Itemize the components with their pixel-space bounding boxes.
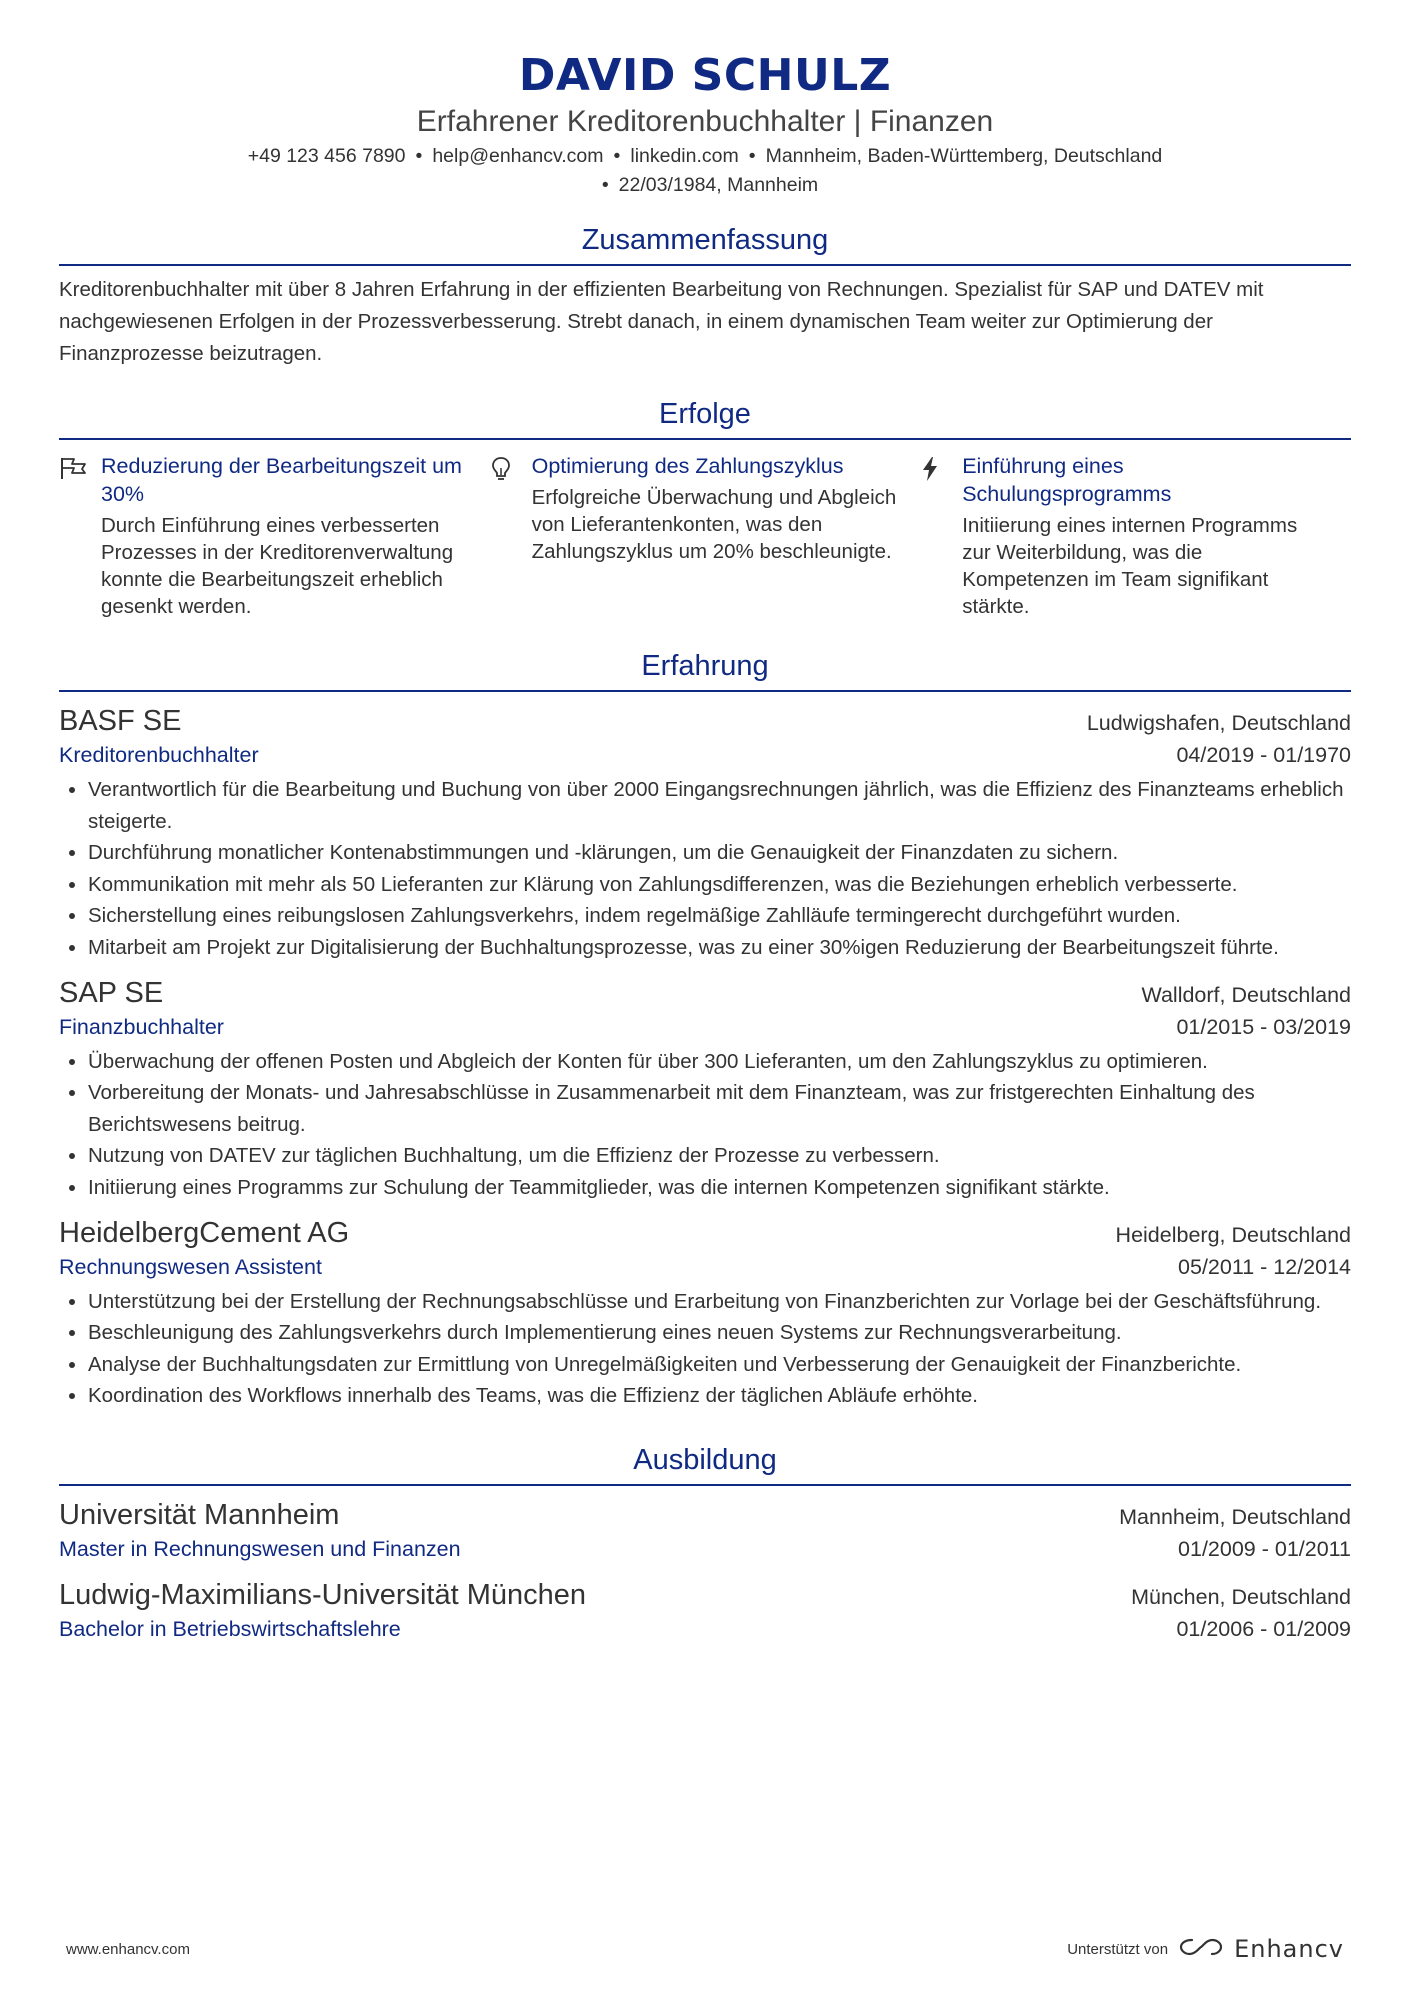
separator-dot: • xyxy=(613,145,621,167)
footer xyxy=(66,1935,1344,1963)
job-bullets xyxy=(59,1046,1351,1204)
education-entry xyxy=(59,1496,1351,1564)
location: Mannheim, Baden-Württemberg, Deutschland xyxy=(765,145,1163,167)
company-name: BASF SE xyxy=(59,705,182,737)
list-item: • Initiierung eines Programms zur Schulung der Teammitglieder, was die internen Kompetenzen signifikant stärkte. xyxy=(88,1172,1351,1204)
school-name: Universität Mannheim xyxy=(59,1498,340,1531)
lightbulb-icon xyxy=(490,452,532,620)
phone: +49 123 456 7890 xyxy=(247,145,406,167)
degree: Master in Rechnungswesen und Finanzen xyxy=(59,1536,461,1561)
achievement-item xyxy=(920,452,1351,620)
list-item: • Beschleunigung des Zahlungsverkehrs durch Implementierung eines neuen Systems zur Rechnungsverarbeitung. xyxy=(88,1317,1351,1349)
job-entry xyxy=(59,702,1351,964)
school-location: Mannheim, Deutschland xyxy=(1119,1504,1351,1529)
list-item: • Verantwortlich für die Bearbeitung und Buchung von über 2000 Eingangsrechnungen jährlich, was die Effizienz des Finanzteams erheblich steigerte. xyxy=(88,774,1351,837)
candidate-title: Erfahrener Kreditorenbuchhalter | Finanzen xyxy=(416,105,994,138)
birth-info: 22/03/1984, Mannheim xyxy=(618,174,819,196)
separator-dot: • xyxy=(415,145,423,167)
list-item: • Nutzung von DATEV zur täglichen Buchhaltung, um die Effizienz der Prozesse zu verbessern. xyxy=(88,1140,1351,1172)
email-link[interactable]: help@enhancv.com xyxy=(432,145,604,167)
job-dates: 01/2015 - 03/2019 xyxy=(1176,1014,1351,1039)
section-title-summary: Zusammenfassung xyxy=(581,224,829,256)
achievement-title: Optimierung des Zahlungszyklus xyxy=(531,454,844,478)
achievement-item xyxy=(490,452,921,620)
lightning-icon xyxy=(920,452,962,620)
powered-by-label: Unterstützt von xyxy=(1067,1940,1169,1958)
school-name: Ludwig-Maximilians-Universität München xyxy=(59,1578,587,1611)
achievement-item xyxy=(59,452,490,620)
linkedin-link[interactable]: linkedin.com xyxy=(630,145,739,167)
section-title-achievements: Erfolge xyxy=(659,398,751,430)
job-role: Kreditorenbuchhalter xyxy=(59,743,259,767)
job-location: Walldorf, Deutschland xyxy=(1141,982,1351,1007)
section-divider xyxy=(59,1484,1351,1486)
achievements-list xyxy=(59,452,1351,620)
website-link[interactable]: www.enhancv.com xyxy=(66,1940,190,1958)
list-item: • Durchführung monatlicher Kontenabstimmungen und -klärungen, um die Genauigkeit der Finanzdaten zu sichern. xyxy=(88,837,1351,869)
separator-dot: • xyxy=(748,145,756,167)
section-title-education: Ausbildung xyxy=(633,1443,777,1476)
education-dates: 01/2009 - 01/2011 xyxy=(1178,1536,1351,1561)
separator-dot: • xyxy=(601,174,609,196)
list-item: • Koordination des Workflows innerhalb des Teams, was die Effizienz der täglichen Abläufe erhöhte. xyxy=(88,1380,1351,1412)
achievement-title: Reduzierung der Bearbeitungszeit um 30% xyxy=(101,454,462,506)
enhancv-brand: Enhancv xyxy=(1234,1935,1344,1963)
list-item: • Kommunikation mit mehr als 50 Lieferanten zur Klärung von Zahlungsdifferenzen, was die Beziehungen erheblich verbesserte. xyxy=(88,869,1351,901)
job-bullets xyxy=(59,1286,1351,1412)
degree: Bachelor in Betriebswirtschaftslehre xyxy=(59,1616,401,1641)
enhancv-logo-icon xyxy=(1178,1936,1224,1962)
list-item: • Überwachung der offenen Posten und Abgleich der Konten für über 300 Lieferanten, um den Zahlungszyklus zu optimieren. xyxy=(88,1046,1351,1078)
job-location: Ludwigshafen, Deutschland xyxy=(1086,711,1351,735)
education-dates: 01/2006 - 01/2009 xyxy=(1176,1616,1351,1641)
list-item: • Mitarbeit am Projekt zur Digitalisierung der Buchhaltungsprozesse, was zu einer 30%igen Reduzierung der Bearbeitungszeit führte. xyxy=(88,932,1351,964)
flag-icon xyxy=(59,452,101,620)
list-item: • Analyse der Buchhaltungsdaten zur Ermittlung von Unregelmäßigkeiten und Verbesserung der Genauigkeit der Finanzberichte. xyxy=(88,1349,1351,1381)
list-item: • Sicherstellung eines reibungslosen Zahlungsverkehrs, indem regelmäßige Zahlläufe termingerecht durchgeführt wurden. xyxy=(88,900,1351,932)
achievement-description: Erfolgreiche Überwachung und Abgleich von Lieferantenkonten, was den Zahlungszyklus um 20% beschleunigte. xyxy=(531,486,897,563)
powered-by xyxy=(1067,1935,1344,1963)
job-entry xyxy=(59,1214,1351,1412)
job-location: Heidelberg, Deutschland xyxy=(1115,1222,1351,1247)
candidate-name: DAVID SCHULZ xyxy=(518,50,892,101)
achievement-description: Initiierung eines internen Programms zur Weiterbildung, was die Kompetenzen im Team signifikant stärkte. xyxy=(962,514,1298,618)
company-name: SAP SE xyxy=(59,976,164,1009)
section-title-experience: Erfahrung xyxy=(641,650,769,682)
achievement-title: Einführung eines Schulungsprogramms xyxy=(962,454,1172,506)
section-divider xyxy=(59,438,1351,440)
education-entry xyxy=(59,1576,1351,1644)
list-item: • Unterstützung bei der Erstellung der Rechnungsabschlüsse und Erarbeitung von Finanzberichten zur Vorlage bei der Geschäftsführung. xyxy=(88,1286,1351,1318)
job-role: Rechnungswesen Assistent xyxy=(59,1254,322,1279)
list-item: • Vorbereitung der Monats- und Jahresabschlüsse in Zusammenarbeit mit dem Finanzteam, was zur fristgerechten Einhaltung des Berichtswesens beitrug. xyxy=(88,1077,1351,1140)
contact-info xyxy=(105,142,1305,200)
section-divider xyxy=(59,264,1351,266)
job-dates: 04/2019 - 01/1970 xyxy=(1176,743,1351,767)
company-name: HeidelbergCement AG xyxy=(59,1216,350,1249)
job-bullets xyxy=(59,774,1351,964)
section-divider xyxy=(59,690,1351,692)
job-role: Finanzbuchhalter xyxy=(59,1014,224,1039)
summary-text: Kreditorenbuchhalter mit über 8 Jahren Erfahrung in der effizienten Bearbeitung von Rechnungen. Spezialist für SAP und DATEV mit nachgewiesenen Erfolgen in der Prozessverbesserung. Strebt danach, in einem dynamischen Team weiter zur Optimierung der Finanzprozesse beizutragen. xyxy=(59,278,1264,365)
job-entry xyxy=(59,974,1351,1204)
achievement-description: Durch Einführung eines verbesserten Prozesses in der Kreditorenverwaltung konnte die Bearbeitungszeit erheblich gesenkt werden. xyxy=(101,514,454,618)
job-dates: 05/2011 - 12/2014 xyxy=(1178,1254,1351,1279)
school-location: München, Deutschland xyxy=(1131,1584,1351,1609)
